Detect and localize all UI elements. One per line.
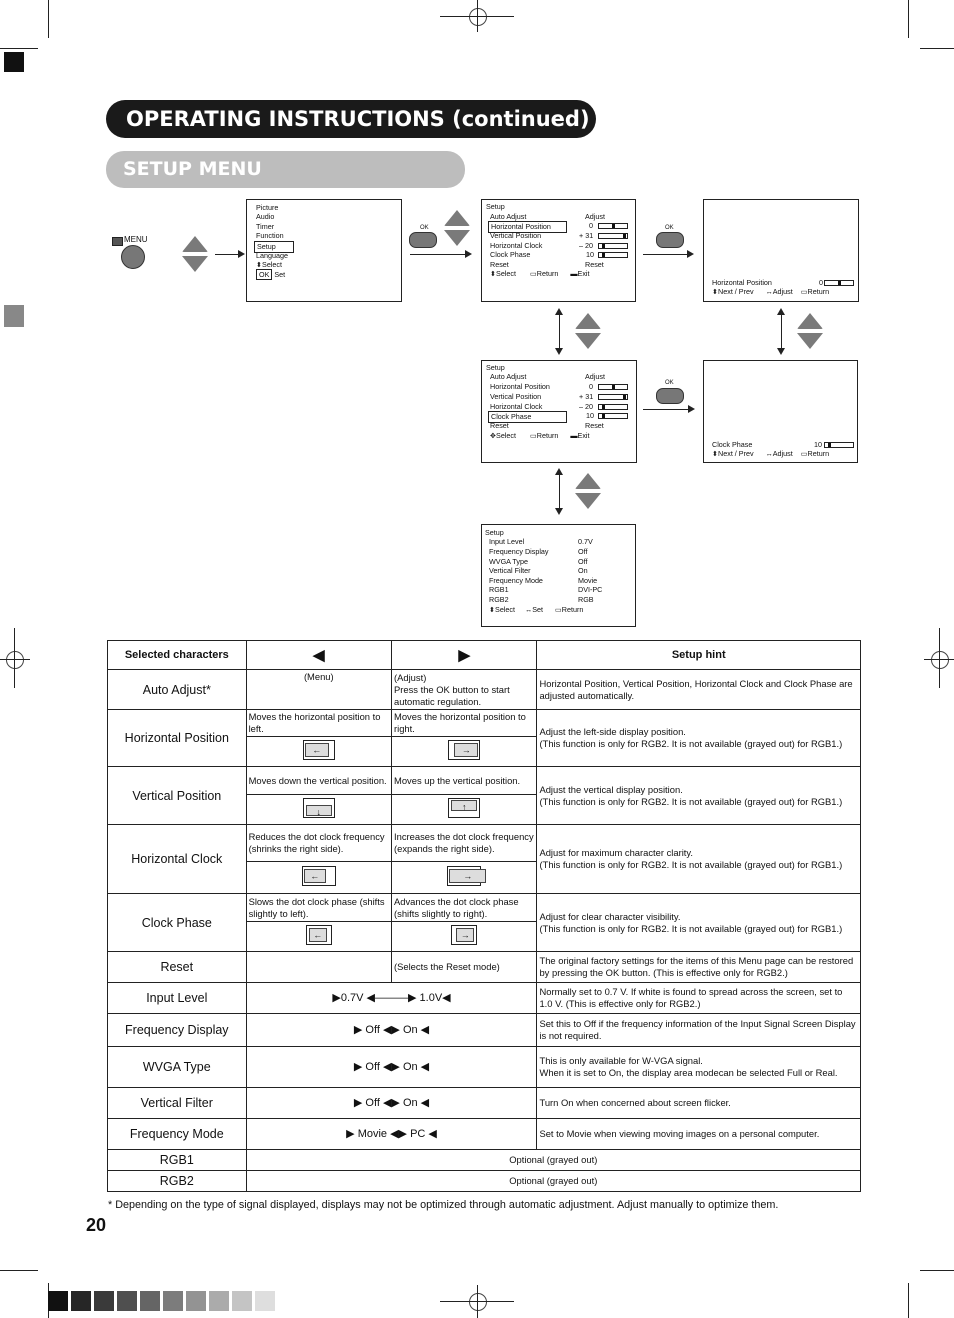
- row-label: Auto Adjust: [490, 212, 527, 221]
- flow-arrow-head: [555, 468, 563, 475]
- menu-item: Audio: [256, 212, 275, 221]
- ok-label: OK: [665, 225, 674, 231]
- toggle-diagram: ▶ Off ◀▶ On ◀: [246, 1014, 537, 1047]
- toggle-diagram: ▶0.7V ◀———▶ 1.0V◀: [246, 983, 537, 1014]
- crop-mark: [939, 628, 940, 688]
- row-value: + 31: [579, 392, 594, 401]
- row-label: Frequency Mode: [489, 576, 543, 585]
- flow-arrow-head: [777, 308, 785, 315]
- flow-arrow: [643, 254, 687, 255]
- row-value: Adjust: [585, 372, 605, 381]
- slider-bar: [824, 442, 854, 448]
- adjust-label: Horizontal Position: [712, 278, 772, 287]
- flow-arrow-head: [777, 348, 785, 355]
- shrink-diagram: ←: [302, 866, 336, 886]
- row-label: Clock Phase: [490, 250, 531, 259]
- ok-button[interactable]: [656, 388, 684, 404]
- toggle-diagram: ▶ Off ◀▶ On ◀: [246, 1088, 537, 1119]
- row-value: Adjust: [585, 212, 605, 221]
- toggle-diagram: ▶ Movie ◀▶ PC ◀: [246, 1119, 537, 1150]
- row-label: Reset: [490, 260, 509, 269]
- left-desc: (Menu): [246, 670, 391, 710]
- registration-mark: [6, 651, 24, 669]
- menu-button[interactable]: [121, 245, 145, 269]
- slider-bar: [598, 243, 628, 249]
- row-name: RGB2: [108, 1171, 247, 1192]
- crop-mark: [14, 628, 15, 688]
- menu-button-icon: [112, 237, 123, 246]
- menu-item: Language: [256, 251, 288, 260]
- ok-button[interactable]: [409, 232, 437, 248]
- setup-hint: Normally set to 0.7 V. If white is found to spread across the screen, set to 1.0 V. (This is effective only for RGB2.): [537, 983, 861, 1014]
- flow-arrow-head: [555, 348, 563, 355]
- flow-arrow-head: [238, 250, 245, 258]
- page-title: OPERATING INSTRUCTIONS (continued): [106, 100, 596, 138]
- row-name: Frequency Mode: [108, 1119, 247, 1150]
- setup-screen-horizontal-position: [481, 199, 636, 302]
- up-down-pad[interactable]: [575, 473, 601, 509]
- setup-hint: Adjust the vertical display position. (This function is only for RGB2. It is not available (grayed out) for RGB1.): [537, 767, 861, 825]
- row-name: Frequency Display: [108, 1014, 247, 1047]
- gray-swatch: [117, 1291, 137, 1311]
- crop-mark: [908, 0, 909, 38]
- right-desc: Advances the dot clock phase (shifts slightly to right).: [392, 894, 537, 922]
- row-value: On: [578, 566, 588, 575]
- main-menu-screen: [246, 199, 402, 302]
- ok-label: OK: [665, 380, 674, 386]
- flow-arrow: [215, 254, 239, 255]
- row-label-selected: Horizontal Position: [488, 221, 567, 233]
- row-label: Vertical Filter: [489, 566, 531, 575]
- gray-swatch: [48, 1291, 68, 1311]
- row-value: 0.7V: [578, 537, 593, 546]
- setup-hint: Adjust for maximum character clarity. (This function is only for RGB2. It is not available (grayed out) for RGB1.): [537, 825, 861, 894]
- row-label-selected: Clock Phase: [488, 411, 567, 423]
- header-right: ▶: [392, 641, 537, 670]
- setup-screen-input: [481, 524, 636, 627]
- right-desc: (Adjust) Press the OK button to start automatic regulation.: [392, 670, 537, 710]
- shift-down-diagram: ↓: [303, 798, 335, 818]
- flow-arrow-head: [688, 405, 695, 413]
- adjust-value: 0: [819, 278, 823, 287]
- setup-hint: Set to Movie when viewing moving images on a personal computer.: [537, 1119, 861, 1150]
- crop-mark: [48, 0, 49, 38]
- setup-hint: The original factory settings for the items of this Menu page can be restored by pressing the OK button. (This is effective only for RGB2.): [537, 952, 861, 983]
- row-value: Movie: [578, 576, 598, 585]
- flow-arrow-vertical: [781, 313, 782, 351]
- row-label: Frequency Display: [489, 547, 549, 556]
- crop-mark: [920, 1270, 954, 1271]
- optional-note: Optional (grayed out): [246, 1150, 860, 1171]
- flow-arrow-vertical: [559, 473, 560, 511]
- flow-arrow: [643, 409, 688, 410]
- row-value: Off: [578, 557, 588, 566]
- left-desc: Slows the dot clock phase (shifts slightly to left).: [246, 894, 391, 922]
- menu-item: Picture: [256, 203, 279, 212]
- screen-footer: ⬍Next / Prev ↔Adjust ▭Return: [712, 287, 830, 296]
- screen-footer: ⬍Next / Prev ↔Adjust ▭Return: [712, 449, 830, 458]
- clock-phase-screen: [703, 360, 858, 463]
- setup-table: [107, 640, 861, 1192]
- page-tab-marker: [4, 305, 24, 327]
- header-left: ◀: [246, 641, 391, 670]
- slider-bar: [598, 223, 628, 229]
- flow-arrow: [410, 254, 465, 255]
- crop-mark: [0, 48, 38, 49]
- setup-hint: Horizontal Position, Vertical Position, Horizontal Clock and Clock Phase are adjusted automatically.: [537, 670, 861, 710]
- left-desc: [246, 952, 391, 983]
- phase-left-diagram: ←: [306, 925, 332, 945]
- row-value: + 31: [579, 231, 594, 240]
- flow-arrow-head: [555, 308, 563, 315]
- setup-hint: Adjust the left-side display position. (This function is only for RGB2. It is not available (grayed out) for RGB1.): [537, 710, 861, 767]
- row-value: Reset: [585, 260, 604, 269]
- up-down-pad[interactable]: [182, 236, 208, 272]
- shift-up-diagram: ↑: [448, 798, 480, 818]
- row-label: RGB2: [489, 595, 509, 604]
- footnote: * Depending on the type of signal displayed, displays may not be optimized through automatic adjustment. Adjust manually to optimize them.: [108, 1199, 779, 1211]
- row-value: 0: [589, 221, 593, 230]
- ok-label: OK: [420, 225, 429, 231]
- menu-item: Timer: [256, 222, 275, 231]
- registration-mark: [469, 1293, 487, 1311]
- left-desc: Moves down the vertical position.: [246, 767, 391, 795]
- registration-mark: [469, 8, 487, 26]
- menu-item: Function: [256, 231, 284, 240]
- row-name: Horizontal Position: [108, 710, 247, 767]
- header-hint: Setup hint: [537, 641, 861, 670]
- row-name: Vertical Filter: [108, 1088, 247, 1119]
- row-label: Vertical Position: [490, 231, 542, 240]
- row-label: Vertical Position: [490, 392, 542, 401]
- slider-bar: [598, 413, 628, 419]
- row-value: 0: [589, 382, 593, 391]
- row-label: Horizontal Clock: [490, 241, 543, 250]
- flow-arrow-head: [687, 250, 694, 258]
- right-desc: (Selects the Reset mode): [392, 952, 537, 983]
- adjust-value: 10: [814, 440, 822, 449]
- flow-arrow-head: [465, 250, 472, 258]
- right-desc: Increases the dot clock frequency (expands the right side).: [392, 825, 537, 862]
- crop-mark: [477, 0, 478, 32]
- ok-button[interactable]: [656, 232, 684, 248]
- crop-mark: [920, 48, 954, 49]
- left-desc: Moves the horizontal position to left.: [246, 710, 391, 737]
- flow-arrow-head: [555, 508, 563, 515]
- screen-footer: ⬍Select ↔Set ▭Return: [489, 605, 584, 614]
- up-down-pad[interactable]: [444, 210, 470, 246]
- select-hint: ⬍Select: [256, 260, 283, 269]
- row-label: Horizontal Clock: [490, 402, 543, 411]
- row-name: WVGA Type: [108, 1047, 247, 1088]
- up-down-pad[interactable]: [797, 313, 823, 349]
- screen-footer: ⬍Select ▭Return ▬Exit: [490, 269, 590, 278]
- row-label: Horizontal Position: [490, 382, 550, 391]
- row-name: RGB1: [108, 1150, 247, 1171]
- expand-diagram: →: [447, 866, 481, 886]
- flow-arrow-vertical: [559, 313, 560, 351]
- row-label: RGB1: [489, 585, 509, 594]
- set-hint: OK Set: [256, 270, 285, 280]
- slider-bar: [598, 252, 628, 258]
- right-desc: Moves the horizontal position to right.: [392, 710, 537, 737]
- row-value: 10: [586, 411, 594, 420]
- header-selected: Selected characters: [108, 641, 247, 670]
- row-name: Horizontal Clock: [108, 825, 247, 894]
- row-value: 10: [586, 250, 594, 259]
- shift-left-diagram: ←: [303, 740, 335, 760]
- row-value: Off: [578, 547, 588, 556]
- row-name: Input Level: [108, 983, 247, 1014]
- row-label: Auto Adjust: [490, 372, 527, 381]
- crop-mark: [0, 1270, 38, 1271]
- gray-swatch: [255, 1291, 275, 1311]
- toggle-diagram: ▶ Off ◀▶ On ◀: [246, 1047, 537, 1088]
- slider-bar: [824, 280, 854, 286]
- gray-swatch: [140, 1291, 160, 1311]
- setup-hint: Set this to Off if the frequency information of the Input Signal Screen Display is not required.: [537, 1014, 861, 1047]
- page-number: 20: [86, 1215, 107, 1235]
- row-name: Clock Phase: [108, 894, 247, 952]
- row-name: Vertical Position: [108, 767, 247, 825]
- crop-mark: [908, 1283, 909, 1318]
- adjust-label: Clock Phase: [712, 440, 753, 449]
- horizontal-position-screen: [703, 199, 859, 302]
- phase-right-diagram: →: [451, 925, 477, 945]
- row-label: WVGA Type: [489, 557, 529, 566]
- slider-bar: [598, 233, 628, 239]
- section-title: SETUP MENU: [106, 151, 465, 188]
- crop-mark: [0, 659, 30, 660]
- gray-swatch: [163, 1291, 183, 1311]
- slider-bar: [598, 404, 628, 410]
- page-tab-marker: [4, 52, 24, 72]
- gray-swatch: [232, 1291, 252, 1311]
- slider-bar: [598, 384, 628, 390]
- setup-hint: This is only available for W-VGA signal. When it is set to On, the display area modecan be selected Full or Real.: [537, 1047, 861, 1088]
- setup-hint: Adjust for clear character visibility. (This function is only for RGB2. It is not available (grayed out) for RGB1.): [537, 894, 861, 952]
- setup-screen-clock-phase: [481, 360, 637, 463]
- shift-right-diagram: →: [448, 740, 480, 760]
- row-label: Input Level: [489, 537, 525, 546]
- optional-note: Optional (grayed out): [246, 1171, 860, 1192]
- gray-swatch: [94, 1291, 114, 1311]
- screen-title: Setup: [486, 363, 505, 372]
- gray-swatch: [186, 1291, 206, 1311]
- row-value: – 20: [579, 402, 593, 411]
- row-name: Reset: [108, 952, 247, 983]
- registration-mark: [931, 651, 949, 669]
- right-desc: Moves up the vertical position.: [392, 767, 537, 795]
- row-value: Reset: [585, 421, 604, 430]
- row-value: RGB: [578, 595, 594, 604]
- gray-swatch: [209, 1291, 229, 1311]
- crop-mark: [477, 1285, 478, 1318]
- row-value: – 20: [579, 241, 593, 250]
- row-name: Auto Adjust*: [108, 670, 247, 710]
- screen-footer: ✥Select ▭Return ▬Exit: [490, 431, 590, 440]
- row-value: DVI-PC: [578, 585, 603, 594]
- gray-swatch: [71, 1291, 91, 1311]
- left-desc: Reduces the dot clock frequency (shrinks the right side).: [246, 825, 391, 862]
- setup-hint: Turn On when concerned about screen flicker.: [537, 1088, 861, 1119]
- screen-title: Setup: [486, 202, 505, 211]
- menu-button-label: MENU: [124, 235, 148, 244]
- slider-bar: [598, 394, 628, 400]
- up-down-pad[interactable]: [575, 313, 601, 349]
- screen-title: Setup: [485, 528, 504, 537]
- menu-item-selected: Setup: [254, 241, 294, 253]
- row-label: Reset: [490, 421, 509, 430]
